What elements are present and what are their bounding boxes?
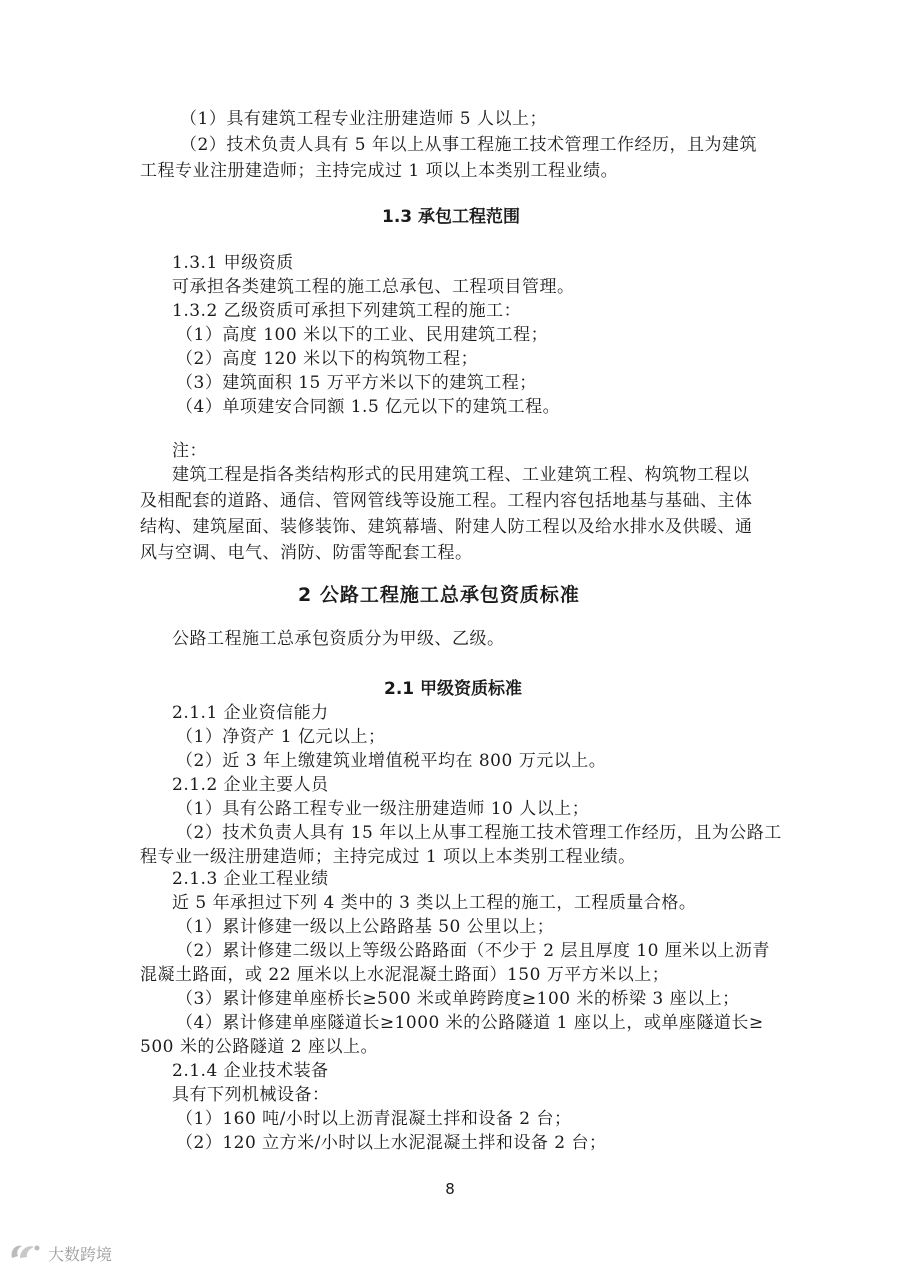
- paragraph-line: 公路工程施工总承包资质分为甲级、乙级。: [172, 629, 505, 649]
- list-item: （2）120 立方米/小时以上水泥混凝土拌和设备 2 台；: [176, 1133, 607, 1153]
- list-item: （3）累计修建单座桥长≥500 米或单跨跨度≥100 米的桥梁 3 座以上；: [176, 989, 740, 1009]
- paragraph-line: 近 5 年承担过下列 4 类中的 3 类以上工程的施工，工程质量合格。: [172, 893, 697, 913]
- section-heading: 1.3 承包工程范围: [382, 207, 521, 227]
- watermark-logo-icon: [8, 1240, 42, 1266]
- list-item: （3）建筑面积 15 万平方米以下的建筑工程；: [176, 373, 537, 393]
- list-item: （4）累计修建单座隧道长≥1000 米的公路隧道 1 座以上，或单座隧道长≥: [176, 1013, 764, 1033]
- subsection-heading: 2.1.3 企业工程业绩: [172, 869, 329, 889]
- subsection-heading: 1.3.1 甲级资质: [172, 253, 294, 273]
- paragraph-line: 混凝土路面，或 22 厘米以上水泥混凝土路面）150 万平方米以上；: [140, 965, 670, 985]
- list-item: （2）高度 120 米以下的构筑物工程；: [176, 349, 479, 369]
- subsection-heading: 2.1.2 企业主要人员: [172, 775, 329, 795]
- list-item: （1）160 吨/小时以上沥青混凝土拌和设备 2 台；: [176, 1109, 572, 1129]
- watermark-text: 大数跨境: [48, 1244, 113, 1264]
- list-item: （4）单项建安合同额 1.5 亿元以下的建筑工程。: [176, 397, 561, 417]
- paragraph-line: 建筑工程是指各类结构形式的民用建筑工程、工业建筑工程、构筑物工程以: [172, 465, 750, 485]
- watermark: [8, 1240, 112, 1266]
- list-item: （1）累计修建一级以上公路路基 50 公里以上；: [176, 917, 555, 937]
- paragraph-line: 工程专业注册建造师；主持完成过 1 项以上本类别工程业绩。: [140, 161, 619, 181]
- paragraph-line: 可承担各类建筑工程的施工总承包、工程项目管理。: [172, 277, 575, 297]
- list-item: （2）近 3 年上缴建筑业增值税平均在 800 万元以上。: [176, 751, 607, 771]
- subsection-heading: 2.1.1 企业资信能力: [172, 703, 329, 723]
- list-item: （2）累计修建二级以上等级公路路面（不少于 2 层且厚度 10 厘米以上沥青: [176, 941, 770, 961]
- subsection-heading: 2.1.4 企业技术装备: [172, 1061, 329, 1081]
- chapter-heading: 2 公路工程施工总承包资质标准: [298, 584, 580, 606]
- subsection-heading: 1.3.2 乙级资质可承担下列建筑工程的施工：: [172, 301, 522, 321]
- paragraph-line: 结构、建筑屋面、装修装饰、建筑幕墙、附建人防工程以及给水排水及供暖、通: [140, 517, 753, 537]
- list-item: （1）净资产 1 亿元以上；: [176, 727, 386, 747]
- paragraph-line: 及相配套的道路、通信、管网管线等设施工程。工程内容包括地基与基础、主体: [140, 491, 753, 511]
- paragraph-line: 程专业一级注册建造师；主持完成过 1 项以上本类别工程业绩。: [140, 847, 636, 867]
- paragraph-line: （2）技术负责人具有 5 年以上从事工程施工技术管理工作经历，且为建筑: [180, 135, 757, 155]
- paragraph-line: 风与空调、电气、消防、防雷等配套工程。: [140, 543, 473, 563]
- note-label: 注：: [172, 441, 207, 461]
- list-item: （1）高度 100 米以下的工业、民用建筑工程；: [176, 325, 549, 345]
- paragraph-line: 具有下列机械设备：: [172, 1085, 330, 1105]
- list-item: （2）技术负责人具有 15 年以上从事工程施工技术管理工作经历，且为公路工: [176, 823, 782, 843]
- paragraph-line: 500 米的公路隧道 2 座以上。: [140, 1037, 378, 1057]
- page-number: 8: [445, 1180, 455, 1198]
- section-heading: 2.1 甲级资质标准: [384, 679, 523, 699]
- paragraph-line: （1）具有建筑工程专业注册建造师 5 人以上；: [180, 109, 547, 129]
- list-item: （1）具有公路工程专业一级注册建造师 10 人以上；: [176, 799, 590, 819]
